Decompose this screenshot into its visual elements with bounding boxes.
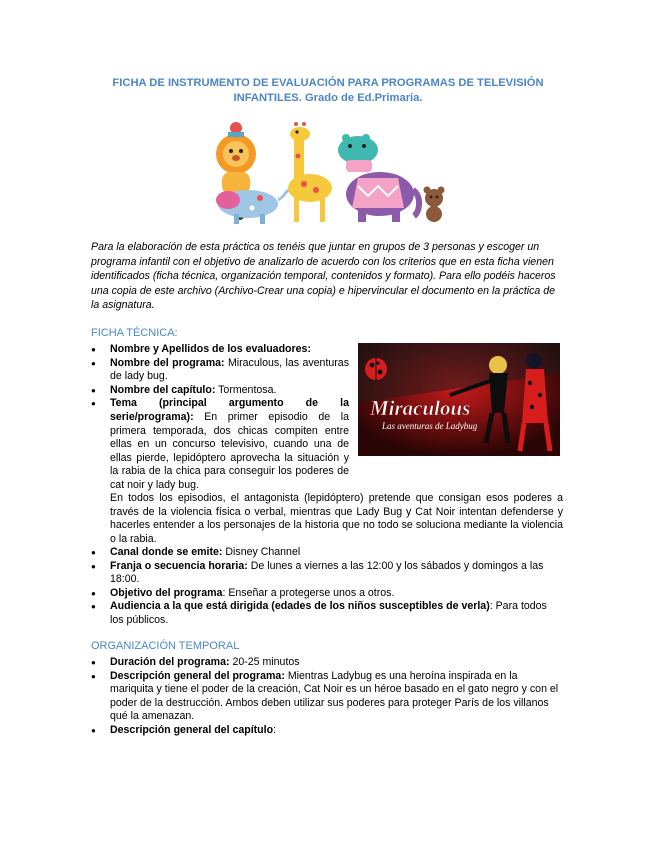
item-label: Descripción general del programa: [110,669,285,682]
list-item [91,670,563,724]
elephant-icon [346,172,419,222]
list-item [91,656,563,670]
list-item [91,343,349,357]
organizacion-heading: ORGANIZACIÓN TEMPORAL [91,640,240,652]
tema-continuation: En todos los episodios, el antagonista (lepidóptero) pretende que consigan esos poderes a través de la violencia física o verbal, mientras que Lady Bug y Cat Noir intentan defenderse y hacerles entender a los personajes de la historia que no todo se soluciona mediante la violencia o la rabia. [110,492,563,545]
document-title [88,76,568,106]
ficha-list [91,343,349,493]
rhino-icon [210,188,292,224]
list-item [91,546,563,560]
giraffe-icon [288,122,332,222]
item-label: Canal donde se emite: [110,546,223,558]
title-line-2: INFANTILES. Grado de Ed.Primaria. [233,92,423,104]
animals-illustration [208,116,452,228]
bear-icon [424,187,445,223]
list-item [91,384,349,398]
poster-subtitle: Las aventuras de Ladybug [382,421,478,431]
item-text: Mientras Ladybug es una heroína inspirada en la mariquita y tiene el poder de la creación, Cat Noir es un héroe basado en el gato negro y con el poder de la destrucción. Ambos deben utilizar sus poderes para proteger París de los villanos qué la amenazan. [110,669,559,723]
item-text: Miraculous, las aventuras de lady bug. [110,356,349,383]
item-text: Tormentosa. [218,383,277,396]
title-line-1: FICHA DE INSTRUMENTO DE EVALUACIÓN PARA PROGRAMAS DE TELEVISIÓN [112,77,544,89]
list-item [91,600,563,627]
item-text: En primer episodio de la primera temporada, dos chicas compiten entre ellas en un concurso televisivo, cuando una de ellas pierde, lepidóptero aprovecha la situación y la rabia de la chica para conseguir los poderes de cat noir y lady bug. [110,410,349,491]
list-item [91,397,349,492]
item-label: Tema (principal argumento de la serie/programa): [110,397,349,423]
miraculous-poster-image [358,343,560,456]
item-text: : Enseñar a protegerse unos a otros. [222,586,395,599]
item-label: Franja o secuencia horaria: [110,559,248,572]
item-text: : Para todos los públicos. [110,600,547,626]
list-item [91,587,563,601]
list-item [91,357,349,384]
organizacion-list [91,656,563,738]
list-item [91,724,563,738]
ficha-list-2 [91,546,563,628]
item-text: Disney Channel [225,546,301,558]
hippo-icon [338,134,378,172]
item-label: Nombre del capítulo: [110,383,216,396]
poster-art [358,343,560,456]
item-label: Descripción general del capítulo [110,723,274,736]
item-text: : [273,723,277,736]
intro-paragraph: Para la elaboración de esta práctica os tenéis que juntar en grupos de 3 personas y escoger un programa infantil con el objetivo de analizarlo de acuerdo con los criterios que en esta ficha vienen identificados (ficha técnica, organización temporal, contenidos y formato). Para ello podéis haceros una copia de este archivo (Archivo-Crear una copia) e hipervincular el documento en la práctica de la asignatura. [91,241,556,312]
item-label: Nombre del programa: [110,356,225,369]
item-label: Nombre y Apellidos de los evaluadores: [110,343,311,355]
item-label: Audiencia a la que está dirigida (edades de los niños susceptibles de verla) [110,600,490,613]
poster-logo: Miraculous [370,396,471,420]
item-text: 20-25 minutos [232,656,300,668]
item-label: Objetivo del programa [110,586,223,599]
item-label: Duración del programa: [110,656,230,668]
list-item [91,560,563,587]
ficha-tecnica-heading: FICHA TÉCNICA: [91,327,178,339]
item-text: De lunes a viernes a las 12:00 y los sábados y domingos a las 18:00. [110,559,544,586]
